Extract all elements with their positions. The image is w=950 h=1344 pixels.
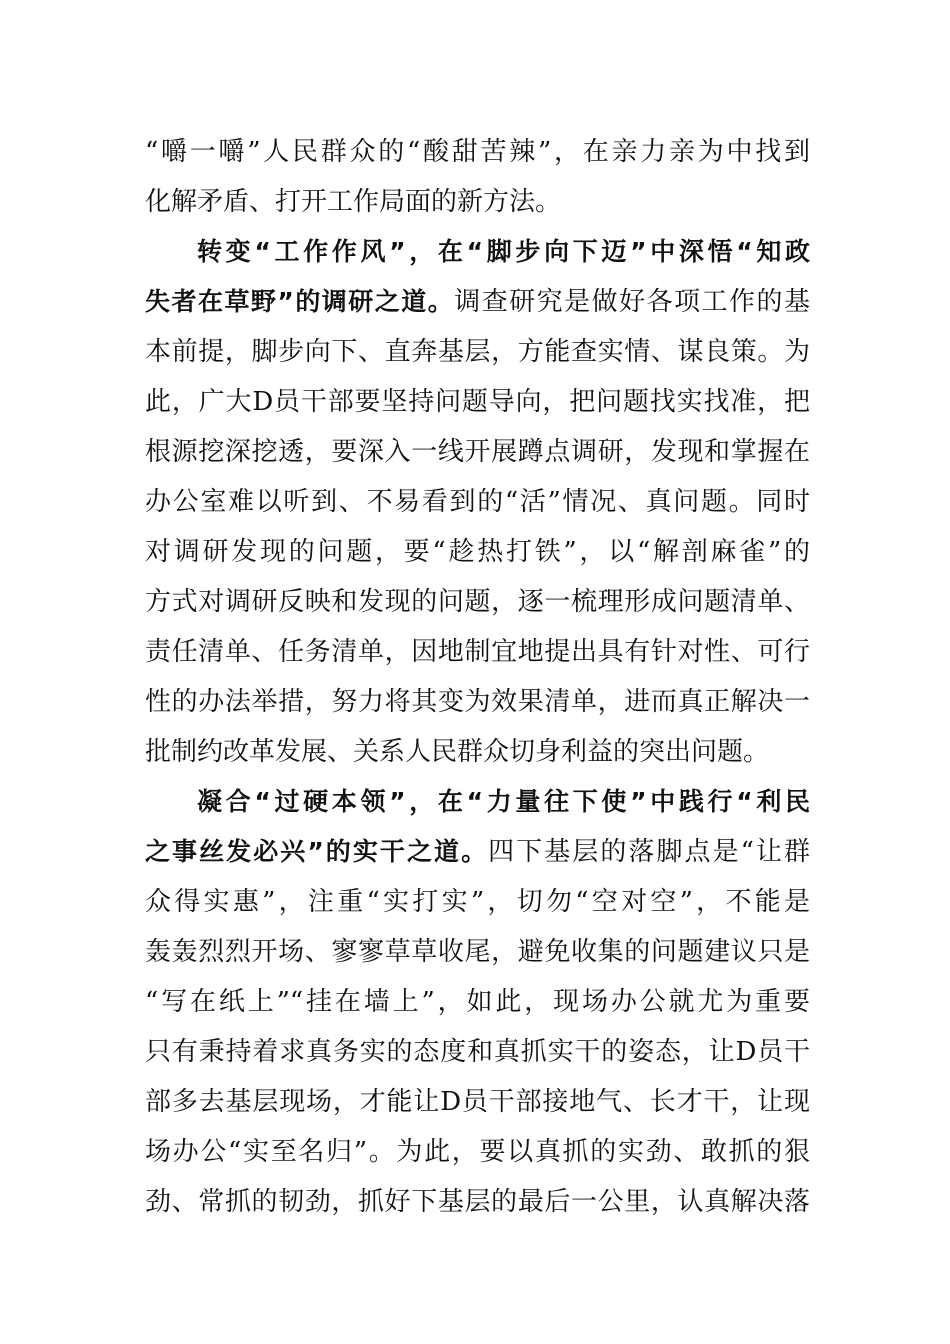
text-line [145, 877, 810, 927]
text-run: 轰轰烈烈开场、寥寥草草收尾，避免收集的问题建议只是 [145, 937, 810, 967]
text-run: 性的办法举措，努力将其变为效果清单，进而真正解决一 [145, 687, 810, 717]
text-line [145, 627, 810, 677]
text-line [145, 527, 810, 577]
bold-heading-run: 转变“工作作风”，在“脚步向下迈”中深悟“知政 [197, 237, 810, 266]
text-run: 办公室难以听到、不易看到的“活”情况、真问题。同时 [145, 487, 810, 517]
text-run: 责任清单、任务清单，因地制宜地提出具有针对性、可行 [145, 637, 810, 667]
text-line [145, 477, 810, 527]
text-run: “嚼一嚼”人民群众的“酸甜苦辣”，在亲力亲为中找到 [145, 137, 810, 167]
text-line [145, 427, 810, 477]
text-run: 劲、常抓的韧劲，抓好下基层的最后一公里，认真解决落 [145, 1187, 810, 1217]
text-run: 本前提，脚步向下、直奔基层，方能查实情、谋良策。为 [145, 337, 810, 367]
text-run: 调查研究是做好各项工作的基 [454, 287, 810, 317]
text-line [145, 1177, 810, 1227]
text-run: 部多去基层现场，才能让D员干部接地气、长才干，让现 [145, 1087, 810, 1117]
section-heading-line [197, 777, 810, 827]
text-line [145, 927, 810, 977]
text-line [145, 1077, 810, 1127]
text-line [145, 827, 810, 877]
text-run: 根源挖深挖透，要深入一线开展蹲点调研，发现和掌握在 [145, 437, 810, 467]
bold-heading-run: 失者在草野”的调研之道。 [145, 287, 455, 316]
text-run: 四下基层的落脚点是“让群 [488, 837, 810, 867]
text-line [145, 577, 810, 627]
text-run: 批制约改革发展、关系人民群众切身利益的突出问题。 [145, 737, 770, 767]
text-run: 众得实惠”，注重“实打实”，切勿“空对空”，不能是 [145, 887, 810, 917]
text-line [145, 277, 810, 327]
bold-heading-run: 凝合“过硬本领”，在“力量往下使”中践行“利民 [197, 787, 810, 816]
text-run: 对调研发现的问题，要“趁热打铁”，以“解剖麻雀”的 [145, 537, 810, 567]
text-line [145, 1127, 810, 1177]
text-run: 化解矛盾、打开工作局面的新方法。 [145, 187, 562, 217]
text-run: 只有秉持着求真务实的态度和真抓实干的姿态，让D员干 [145, 1037, 810, 1067]
text-line [145, 677, 810, 727]
text-run: 方式对调研反映和发现的问题，逐一梳理形成问题清单、 [145, 587, 810, 617]
text-run: 场办公“实至名归”。为此，要以真抓的实劲、敢抓的狠 [145, 1137, 810, 1167]
text-line [145, 177, 810, 227]
text-line [145, 327, 810, 377]
text-line [145, 727, 810, 777]
text-line [145, 977, 810, 1027]
text-line [145, 377, 810, 427]
text-line [145, 1027, 810, 1077]
text-run: “写在纸上”“挂在墙上”，如此，现场办公就尤为重要 [145, 987, 810, 1017]
bold-heading-run: 之事丝发必兴”的实干之道。 [145, 837, 489, 866]
text-run: 此，广大D员干部要坚持问题导向，把问题找实找准，把 [145, 387, 810, 417]
section-heading-line [197, 227, 810, 277]
text-line [145, 127, 810, 177]
